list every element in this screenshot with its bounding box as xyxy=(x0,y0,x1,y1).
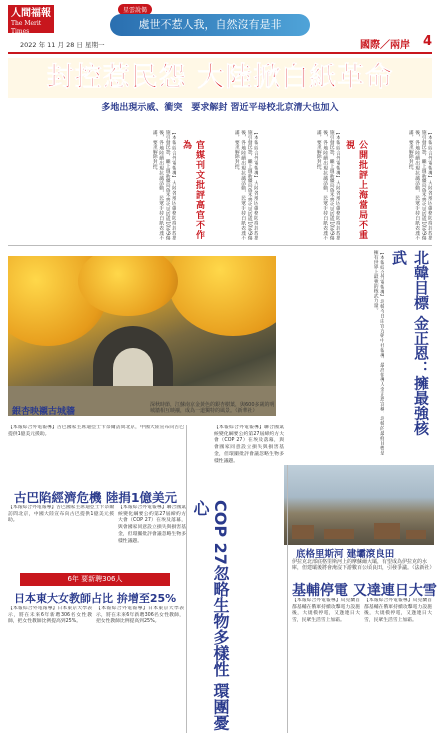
kyiv-headline: 基輔停電 又達連日大雪 xyxy=(292,583,437,599)
divider-vertical xyxy=(287,465,288,733)
divider-vertical-2 xyxy=(186,425,187,733)
house-shape xyxy=(374,523,400,539)
masthead xyxy=(0,0,440,52)
issue-date: 2022 年 11 月 28 日 星期一 xyxy=(20,41,105,49)
photo-caption: 銀杏映襯古城牆 xyxy=(12,407,76,417)
north-korea-body: 【本報綜合外電報導】北韓今日由官方朝中社報導，最高領導人金正恩宣稱，北韓的最終目標是擁有世界上最強的核武力量。 xyxy=(372,250,384,455)
slogan-banner: 處世不惹人我，自然沒有是非 xyxy=(110,14,310,36)
ginkgo-photo xyxy=(8,256,276,416)
house-shape xyxy=(406,530,426,539)
logo-text: 人間福報 xyxy=(11,8,51,19)
cuba-headline: 古巴陷經濟危機 陸捐1億美元 xyxy=(14,490,178,505)
house-shape xyxy=(292,525,314,539)
page-number: 4 xyxy=(422,34,432,49)
photo-caption-detail: 深秋時節，江蘇南京金黃色的銀杏樹葉，與600多歲的明城牆相互映襯，成為一道獨特的風景。（新華社） xyxy=(150,402,275,415)
section-label: 國際／兩岸 xyxy=(360,40,410,51)
gate-archway xyxy=(113,348,153,386)
cuba-body: 【本報綜合外電報導】古巴國家主席迪亞士卡奈爾訪問北京，中國大陸宣布向古巴提供1億美元援助。 xyxy=(8,505,114,524)
cop27-headline: COP 27忽略生物多樣性 環團憂心 xyxy=(191,500,230,731)
cop27-body-2: 【本報綜合外電報導】聯合國氣候變化綱要公約第27屆締約方大會（COP 27）在埃及落幕，與會國家同意設立損失與損害基金，但環團批評會議忽略生物多樣性議題。 xyxy=(118,505,186,544)
ginkgo-tree xyxy=(168,256,276,336)
article-col-2: 【本報綜合外電報導】大陸各地因嚴格防疫封控措施引發民怨，繼上週新疆烏魯木齊火災造成10死9傷後，各地陸續出現抗議活動，民眾手持白紙表達不滿，要求解除封控。 xyxy=(315,130,340,240)
japan-body-2: 【本報綜合外電報導】日本東京大學表示，將在未來6年新聘306名女性教師，把女性教師比例提高到25%。 xyxy=(96,606,184,625)
cuba-lead: 【本報綜合外電報導】古巴國家主席迪亞士卡奈爾訪問北京，中國大陸宣布向古巴提供1億美元援助。 xyxy=(8,425,184,437)
article-col-3: 【本報綜合外電報導】大陸各地因嚴格防疫封控措施引發民怨，繼上週新疆烏魯木齊火災造成10死9傷後，各地陸續出現抗議活動，民眾手持白紙表達不滿，要求解除封控。 xyxy=(233,130,258,240)
headline-part1: 封控惹民怨 xyxy=(46,62,187,93)
tigris-caption: 底格里斯河 建壩滾良田 xyxy=(296,549,395,560)
column-head-1: 公開批評上海當局不重視 xyxy=(344,140,367,240)
subheadline: 多地出現示威、衝突 要求解封 習近平母校北京清大也加入 xyxy=(101,103,339,113)
headline-part2: 大陸掀白紙革命 xyxy=(197,62,394,93)
article-col-4: 【本報綜合外電報導】大陸各地因嚴格防疫封控措施引發民怨，繼上週新疆烏魯木齊火災造成10死9傷後，各地陸續出現抗議活動，民眾手持白紙表達不滿，要求解除封控。 xyxy=(151,130,176,240)
kyiv-body-2: 【本報綜合外電報導】烏克蘭首都基輔在俄軍持續攻擊電力設施後，大規模停電，又逢連日大雪，民眾生活雪上加霜。 xyxy=(364,598,432,624)
tigris-caption-detail: 伊拉克北部底格里斯河上的摩蘇爾大壩，有望成為伊拉克的水庫，但建壩後將會淹沒下游數百公頃良田，引發爭議。（法新社） xyxy=(292,559,435,572)
north-korea-headline: 北韓目標 金正恩：擁最強核武 xyxy=(390,250,430,436)
headline-band xyxy=(8,58,432,98)
japan-kicker: 6年 要新聘306人 xyxy=(20,573,170,586)
japan-body-1: 【本報綜合外電報導】日本東京大學表示，將在未來6年新聘306名女性教師，把女性教師比例提高到25%。 xyxy=(8,606,92,625)
logo-en-text: The Merit Times xyxy=(11,20,42,35)
house-shape xyxy=(324,529,354,539)
divider-top xyxy=(8,245,432,246)
tigris-photo xyxy=(284,465,434,545)
main-headline xyxy=(47,62,393,93)
japan-headline: 日本東大女教師占比 拚增至25% xyxy=(14,592,177,605)
slogan-tag: 星雲說偈 xyxy=(118,4,152,15)
kyiv-body-1: 【本報綜合外電報導】烏克蘭首都基輔在俄軍持續攻擊電力設施後，大規模停電，又逢連日大雪，民眾生活雪上加霜。 xyxy=(292,598,360,624)
header-rule xyxy=(8,52,432,54)
article-col-1: 【本報綜合外電報導】大陸各地因嚴格防疫封控措施引發民怨，繼上週新疆烏魯木齊火災造成10死9傷後，各地陸續出現抗議活動，民眾手持白紙表達不滿，要求解除封控。 xyxy=(407,130,432,240)
column-head-2: 官媒刊文批評高官不作為 xyxy=(181,140,204,240)
cop27-body-1: 【本報綜合外電報導】聯合國氣候變化綱要公約第27屆締約方大會（COP 27）在埃及落幕，與會國家同意設立損失與損害基金，但環團批評會議忽略生物多樣性議題。 xyxy=(214,425,284,464)
newspaper-logo xyxy=(8,5,54,33)
